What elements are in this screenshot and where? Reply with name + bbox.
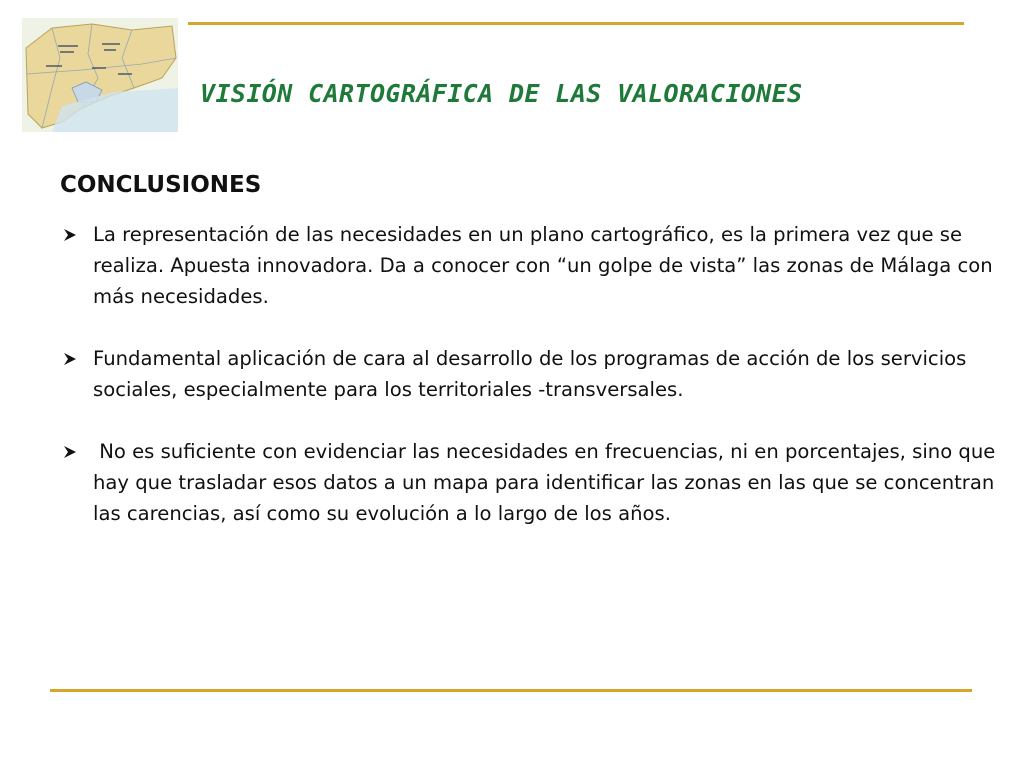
section-heading: CONCLUSIONES bbox=[60, 172, 262, 198]
top-divider bbox=[188, 22, 964, 25]
conclusions-list bbox=[60, 219, 1006, 560]
list-item bbox=[60, 219, 1006, 312]
list-item bbox=[60, 343, 1006, 405]
page-title: VISIÓN CARTOGRÁFICA DE LAS VALORACIONES bbox=[200, 79, 803, 108]
bullet-text: No es suficiente con evidenciar las necesidades en frecuencias, ni en porcentajes, sino que hay que trasladar esos datos a un mapa para identificar las zonas en las que se concentran las carencias, así como su evolución a lo largo de los años. bbox=[93, 440, 1002, 525]
list-item bbox=[60, 436, 1006, 529]
arrow-bullet-icon bbox=[63, 228, 77, 242]
arrow-bullet-icon bbox=[63, 352, 77, 366]
bottom-divider bbox=[50, 689, 972, 692]
bullet-text: La representación de las necesidades en un plano cartográfico, es la primera vez que se realiza. Apuesta innovadora. Da a conocer con “un golpe de vista” las zonas de Málaga con más necesidades. bbox=[93, 223, 993, 308]
arrow-bullet-icon bbox=[63, 445, 77, 459]
bullet-text: Fundamental aplicación de cara al desarrollo de los programas de acción de los servicios sociales, especialmente para los territoriales -transversales. bbox=[93, 347, 967, 401]
malaga-map-icon bbox=[22, 18, 178, 132]
